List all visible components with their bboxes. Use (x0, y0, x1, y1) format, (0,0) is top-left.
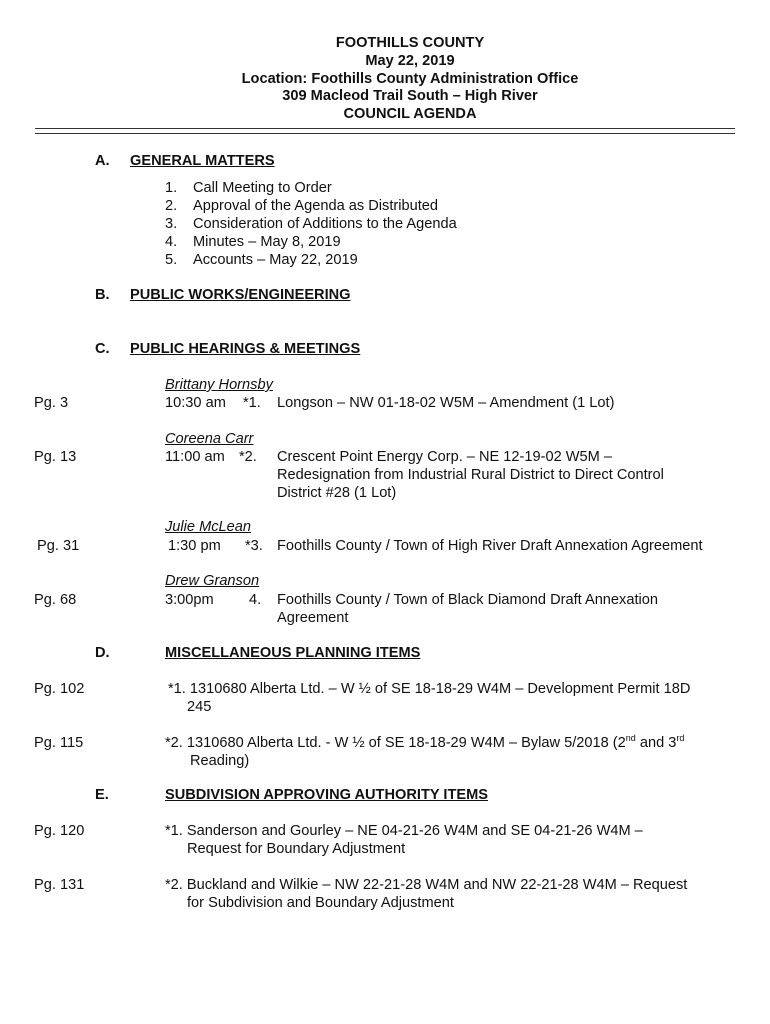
item-a4-number: 4. (165, 234, 178, 250)
item-text: 245 (187, 699, 212, 715)
item-text: Request for Boundary Adjustment (187, 841, 406, 857)
meeting-location: Location: Foothills County Administration Office (241, 70, 579, 87)
hearing-time: 3:00pm (165, 592, 214, 608)
section-a-letter: A. (95, 153, 110, 169)
item-text: for Subdivision and Boundary Adjustment (187, 895, 454, 911)
item-text: *2. Buckland and Wilkie – NW 22-21-28 W4M and NW 22-21-28 W4M – Request (165, 877, 688, 893)
item-text: Foothills County / Town of Black Diamond Draft Annexation (277, 592, 658, 608)
item-a2-text: Approval of the Agenda as Distributed (193, 198, 439, 214)
hearing-time: 1:30 pm (168, 538, 221, 554)
item-a1-number: 1. (165, 180, 178, 196)
item-text-part: *2. 1310680 Alberta Ltd. - W ½ of SE 18-18-29 W4M – Bylaw 5/2018 (2 (165, 735, 626, 751)
item-text (165, 734, 684, 752)
presenter-name: Julie McLean (165, 519, 251, 535)
page-reference: Pg. 115 (34, 735, 84, 751)
item-text: Longson – NW 01-18-02 W5M – Amendment (1 Lot) (277, 395, 615, 411)
meeting-date: May 22, 2019 (365, 52, 455, 69)
item-text-part: and 3 (635, 735, 677, 751)
section-e-letter: E. (95, 787, 109, 803)
page-reference: Pg. 31 (37, 538, 80, 554)
header-divider-bottom (35, 133, 735, 134)
page-reference: Pg. 120 (34, 823, 85, 839)
section-b-letter: B. (95, 287, 110, 303)
item-a2-number: 2. (165, 198, 178, 214)
meeting-address: 309 Macleod Trail South – High River (282, 88, 538, 105)
document-header (0, 35, 770, 124)
section-a-title: GENERAL MATTERS (130, 153, 275, 169)
county-name: FOOTHILLS COUNTY (335, 35, 485, 51)
item-a5-number: 5. (165, 252, 178, 268)
item-text: District #28 (1 Lot) (277, 485, 397, 501)
hearing-time: 11:00 am (165, 449, 225, 465)
presenter-name: Drew Granson (165, 573, 260, 589)
item-text: Agreement (277, 610, 349, 626)
item-number: *3. (245, 538, 263, 554)
page-reference: Pg. 68 (34, 592, 77, 608)
item-text: *1. Sanderson and Gourley – NE 04-21-26 W4M and SE 04-21-26 W4M – (165, 823, 643, 839)
item-a3-text: Consideration of Additions to the Agenda (193, 216, 457, 232)
item-a5-text: Accounts – May 22, 2019 (193, 252, 358, 268)
header-divider-top (35, 128, 735, 129)
document-title: COUNCIL AGENDA (343, 106, 477, 123)
section-e-title: SUBDIVISION APPROVING AUTHORITY ITEMS (165, 787, 488, 803)
page-reference: Pg. 3 (34, 395, 69, 411)
section-b-title: PUBLIC WORKS/ENGINEERING (130, 287, 351, 303)
presenter-name: Coreena Carr (165, 431, 254, 447)
item-text: *1. 1310680 Alberta Ltd. – W ½ of SE 18-18-29 W4M – Development Permit 18D (168, 681, 691, 697)
presenter-name: Brittany Hornsby (165, 377, 273, 393)
item-a1-text: Call Meeting to Order (193, 180, 332, 196)
ordinal-suffix: rd (676, 733, 685, 744)
section-d-letter: D. (95, 645, 110, 661)
item-text: Crescent Point Energy Corp. – NE 12-19-02 W5M – (277, 449, 612, 465)
ordinal-suffix: nd (625, 733, 636, 744)
hearing-time: 10:30 am (165, 395, 226, 411)
page-reference: Pg. 102 (34, 681, 85, 697)
section-c-title: PUBLIC HEARINGS & MEETINGS (130, 341, 361, 357)
page-reference: Pg. 13 (34, 449, 77, 465)
section-d-title: MISCELLANEOUS PLANNING ITEMS (165, 645, 421, 661)
item-text: Reading) (190, 753, 250, 769)
item-number: *1. (243, 395, 261, 411)
item-text: Redesignation from Industrial Rural District to Direct Control (277, 467, 664, 483)
item-a3-number: 3. (165, 216, 178, 232)
item-a4-text: Minutes – May 8, 2019 (193, 234, 341, 250)
item-number: *2. (239, 449, 257, 465)
page-reference: Pg. 131 (34, 877, 85, 893)
section-c-letter: C. (95, 341, 110, 357)
item-text: Foothills County / Town of High River Draft Annexation Agreement (277, 538, 703, 554)
item-number: 4. (249, 592, 262, 608)
